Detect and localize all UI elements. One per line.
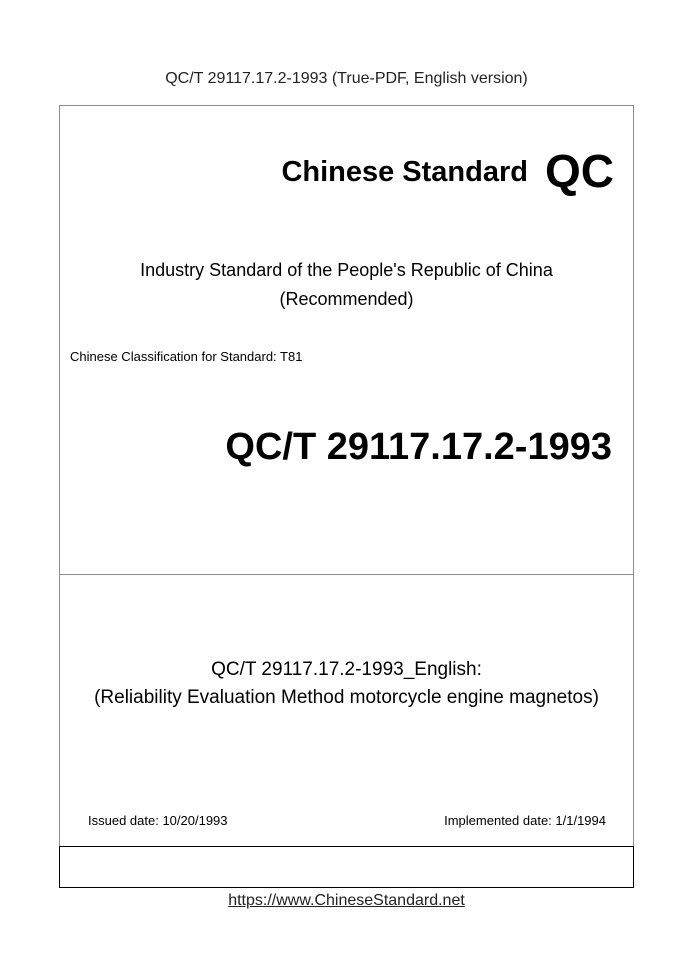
cover-top-section xyxy=(59,105,634,575)
qc-mark: QC xyxy=(545,145,614,197)
issued-date: Issued date: 10/20/1993 xyxy=(88,813,228,828)
cover-bottom-box xyxy=(59,846,634,888)
standard-label: Chinese Standard xyxy=(281,156,528,188)
english-title-line: QC/T 29117.17.2-1993_English: xyxy=(211,659,482,680)
page-header: QC/T 29117.17.2-1993 (True-PDF, English version) xyxy=(165,70,528,87)
industry-standard-line: Industry Standard of the People's Republic of China xyxy=(140,260,553,280)
cover-title-section xyxy=(59,574,634,847)
classification-text: Chinese Classification for Standard: T81 xyxy=(70,349,303,364)
footer-website-link[interactable] xyxy=(0,892,693,910)
footer-link-text[interactable]: https://www.ChineseStandard.net xyxy=(228,892,465,909)
standard-number: QC/T 29117.17.2-1993 xyxy=(225,426,612,468)
implemented-date: Implemented date: 1/1/1994 xyxy=(444,813,606,828)
english-title-subtitle: (Reliability Evaluation Method motorcycle engine magnetos) xyxy=(94,687,599,708)
recommended-line: (Recommended) xyxy=(279,289,414,309)
